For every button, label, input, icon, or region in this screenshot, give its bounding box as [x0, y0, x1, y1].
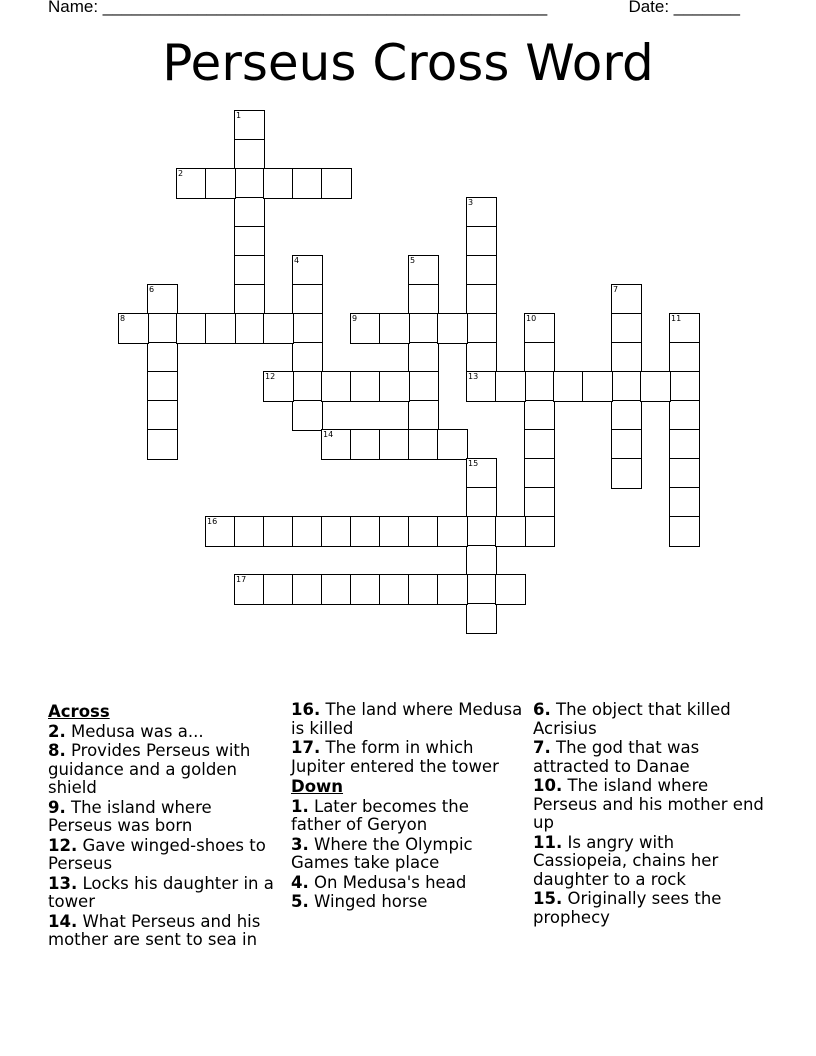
grid-cell[interactable] — [466, 574, 497, 605]
grid-cell[interactable] — [466, 603, 497, 634]
grid-cell[interactable] — [408, 574, 439, 605]
grid-cell[interactable] — [234, 313, 265, 344]
grid-cell[interactable] — [234, 516, 265, 547]
clue-number: 4 — [294, 256, 300, 265]
grid-cell[interactable] — [669, 458, 700, 489]
grid-cell[interactable] — [292, 400, 323, 431]
grid-cell[interactable] — [466, 255, 497, 286]
grid-cell[interactable] — [408, 516, 439, 547]
grid-cell[interactable] — [118, 313, 149, 344]
clue-number: 17 — [236, 575, 247, 584]
grid-cell[interactable] — [437, 429, 468, 460]
clue-number: 6 — [149, 285, 155, 294]
grid-cell[interactable] — [669, 371, 700, 402]
grid-cell[interactable] — [611, 313, 642, 344]
grid-cell[interactable] — [321, 371, 352, 402]
grid-cell[interactable] — [234, 255, 265, 286]
clue-number: 8 — [120, 314, 126, 323]
grid-cell[interactable] — [379, 516, 410, 547]
grid-cell[interactable] — [234, 110, 265, 141]
grid-cell[interactable] — [205, 168, 236, 199]
grid-cell[interactable] — [234, 168, 265, 199]
grid-cell[interactable] — [669, 342, 700, 373]
clue-across-9: 9. The island where Perseus was born — [48, 797, 212, 835]
grid-cell[interactable] — [147, 342, 178, 373]
grid-cell[interactable] — [466, 284, 497, 315]
header — [48, 0, 740, 17]
grid-cell[interactable] — [147, 313, 178, 344]
grid-cell[interactable] — [524, 342, 555, 373]
grid-cell[interactable] — [611, 284, 642, 315]
grid-cell[interactable] — [495, 371, 526, 402]
clue-across-17: 17. The form in which Jupiter entered the tower — [291, 738, 499, 776]
clue-number: 11 — [671, 314, 682, 323]
grid-cell[interactable] — [437, 313, 468, 344]
grid-cell[interactable] — [205, 516, 236, 547]
grid-cell[interactable] — [669, 400, 700, 431]
grid-cell[interactable] — [234, 139, 265, 170]
grid-cell[interactable] — [263, 574, 294, 605]
grid-cell[interactable] — [611, 371, 642, 402]
clue-number: 1 — [236, 111, 242, 120]
grid-cell[interactable] — [292, 255, 323, 286]
grid-cell[interactable] — [466, 342, 497, 373]
clue-number: 14 — [323, 430, 334, 439]
grid-cell[interactable] — [263, 371, 294, 402]
grid-cell[interactable] — [350, 516, 381, 547]
clue-number: 10 — [526, 314, 537, 323]
clue-across-8: 8. Provides Perseus with guidance and a golden shield — [48, 741, 251, 797]
clue-number: 15 — [468, 459, 479, 468]
clue-number: 12 — [265, 372, 276, 381]
grid-cell[interactable] — [553, 371, 584, 402]
clue-across-14: 14. What Perseus and his mother are sent to sea in — [48, 911, 261, 949]
clue-down-1: 1. Later becomes the father of Geryon — [291, 796, 469, 834]
clue-down-11: 11. Is angry with Cassiopeia, chains her daughter to a rock — [533, 832, 719, 889]
clue-down-3: 3. Where the Olympic Games take place — [291, 834, 473, 872]
grid-cell[interactable] — [292, 371, 323, 402]
grid-cell[interactable] — [669, 313, 700, 344]
grid-cell[interactable] — [408, 284, 439, 315]
grid-cell[interactable] — [321, 574, 352, 605]
clue-number: 3 — [468, 198, 474, 207]
grid-cell[interactable] — [611, 429, 642, 460]
grid-cell[interactable] — [205, 313, 236, 344]
across-heading: Across — [48, 702, 110, 721]
grid-cell[interactable] — [466, 371, 497, 402]
date-field[interactable]: Date: _______ — [628, 0, 740, 16]
clue-column-2 — [291, 701, 523, 912]
grid-cell[interactable] — [466, 226, 497, 257]
grid-cell[interactable] — [234, 197, 265, 228]
clue-down-5: 5. Winged horse — [291, 892, 428, 911]
grid-cell[interactable] — [466, 545, 497, 576]
grid-cell[interactable] — [292, 574, 323, 605]
clue-down-7: 7. The god that was attracted to Danae — [533, 738, 700, 776]
clue-down-15: 15. Originally sees the prophecy — [533, 889, 722, 927]
grid-cell[interactable] — [408, 255, 439, 286]
grid-cell[interactable] — [147, 400, 178, 431]
grid-cell[interactable] — [176, 313, 207, 344]
grid-cell[interactable] — [408, 342, 439, 373]
page-title: Perseus Cross Word — [162, 34, 654, 92]
clue-column-1 — [48, 701, 278, 950]
grid-cell[interactable] — [147, 429, 178, 460]
grid-cell[interactable] — [466, 487, 497, 518]
grid-cell[interactable] — [611, 458, 642, 489]
grid-cell[interactable] — [582, 371, 613, 402]
grid-cell[interactable] — [524, 487, 555, 518]
grid-cell[interactable] — [263, 516, 294, 547]
grid-cell[interactable] — [147, 371, 178, 402]
grid-cell[interactable] — [524, 313, 555, 344]
clue-column-3 — [533, 701, 773, 927]
clue-down-6: 6. The object that killed Acrisius — [533, 700, 731, 738]
clue-number: 7 — [613, 285, 619, 294]
grid-cell[interactable] — [147, 284, 178, 315]
grid-cell[interactable] — [524, 371, 555, 402]
grid-cell[interactable] — [669, 516, 700, 547]
grid-cell[interactable] — [379, 313, 410, 344]
grid-cell[interactable] — [350, 313, 381, 344]
grid-cell[interactable] — [408, 400, 439, 431]
clue-number: 5 — [410, 256, 416, 265]
grid-cell[interactable] — [263, 168, 294, 199]
grid-cell[interactable] — [437, 516, 468, 547]
grid-cell[interactable] — [524, 516, 555, 547]
grid-cell[interactable] — [611, 400, 642, 431]
grid-cell[interactable] — [379, 574, 410, 605]
grid-cell[interactable] — [408, 429, 439, 460]
grid-cell[interactable] — [350, 429, 381, 460]
clue-across-16: 16. The land where Medusa is killed — [291, 700, 523, 738]
clue-number: 9 — [352, 314, 358, 323]
grid-cell[interactable] — [669, 487, 700, 518]
grid-cell[interactable] — [379, 371, 410, 402]
grid-cell[interactable] — [350, 371, 381, 402]
grid-cell[interactable] — [408, 371, 439, 402]
grid-cell[interactable] — [408, 313, 439, 344]
clue-number: 16 — [207, 517, 218, 526]
grid-cell[interactable] — [321, 168, 352, 199]
grid-cell[interactable] — [263, 313, 294, 344]
grid-cell[interactable] — [495, 574, 526, 605]
grid-cell[interactable] — [466, 516, 497, 547]
down-heading: Down — [291, 777, 344, 796]
grid-cell[interactable] — [292, 168, 323, 199]
grid-cell[interactable] — [611, 342, 642, 373]
grid-cell[interactable] — [640, 371, 671, 402]
grid-cell[interactable] — [524, 400, 555, 431]
grid-cell[interactable] — [292, 342, 323, 373]
grid-cell[interactable] — [524, 458, 555, 489]
grid-cell[interactable] — [292, 284, 323, 315]
grid-cell[interactable] — [292, 313, 323, 344]
grid-cell[interactable] — [437, 574, 468, 605]
clue-across-2: 2. Medusa was a... — [48, 721, 204, 741]
grid-cell[interactable] — [321, 516, 352, 547]
clue-across-12: 12. Gave winged-shoes to Perseus — [48, 835, 266, 873]
grid-cell[interactable] — [292, 516, 323, 547]
clue-down-4: 4. On Medusa's head — [291, 872, 467, 892]
name-field[interactable]: Name: _______________________________________________ — [48, 0, 548, 16]
clue-number: 13 — [468, 372, 479, 381]
grid-cell[interactable] — [379, 429, 410, 460]
grid-cell[interactable] — [234, 574, 265, 605]
grid-cell[interactable] — [350, 574, 381, 605]
clue-down-10: 10. The island where Perseus and his mother end up — [533, 776, 764, 832]
grid-cell[interactable] — [234, 226, 265, 257]
grid-cell[interactable] — [524, 429, 555, 460]
clue-across-13: 13. Locks his daughter in a tower — [48, 873, 274, 911]
grid-cell[interactable] — [321, 429, 352, 460]
grid-cell[interactable] — [466, 313, 497, 344]
grid-cell[interactable] — [669, 429, 700, 460]
grid-cell[interactable] — [495, 516, 526, 547]
grid-cell[interactable] — [176, 168, 207, 199]
grid-cell[interactable] — [466, 458, 497, 489]
clue-number: 2 — [178, 169, 184, 178]
grid-cell[interactable] — [234, 284, 265, 315]
grid-cell[interactable] — [466, 197, 497, 228]
